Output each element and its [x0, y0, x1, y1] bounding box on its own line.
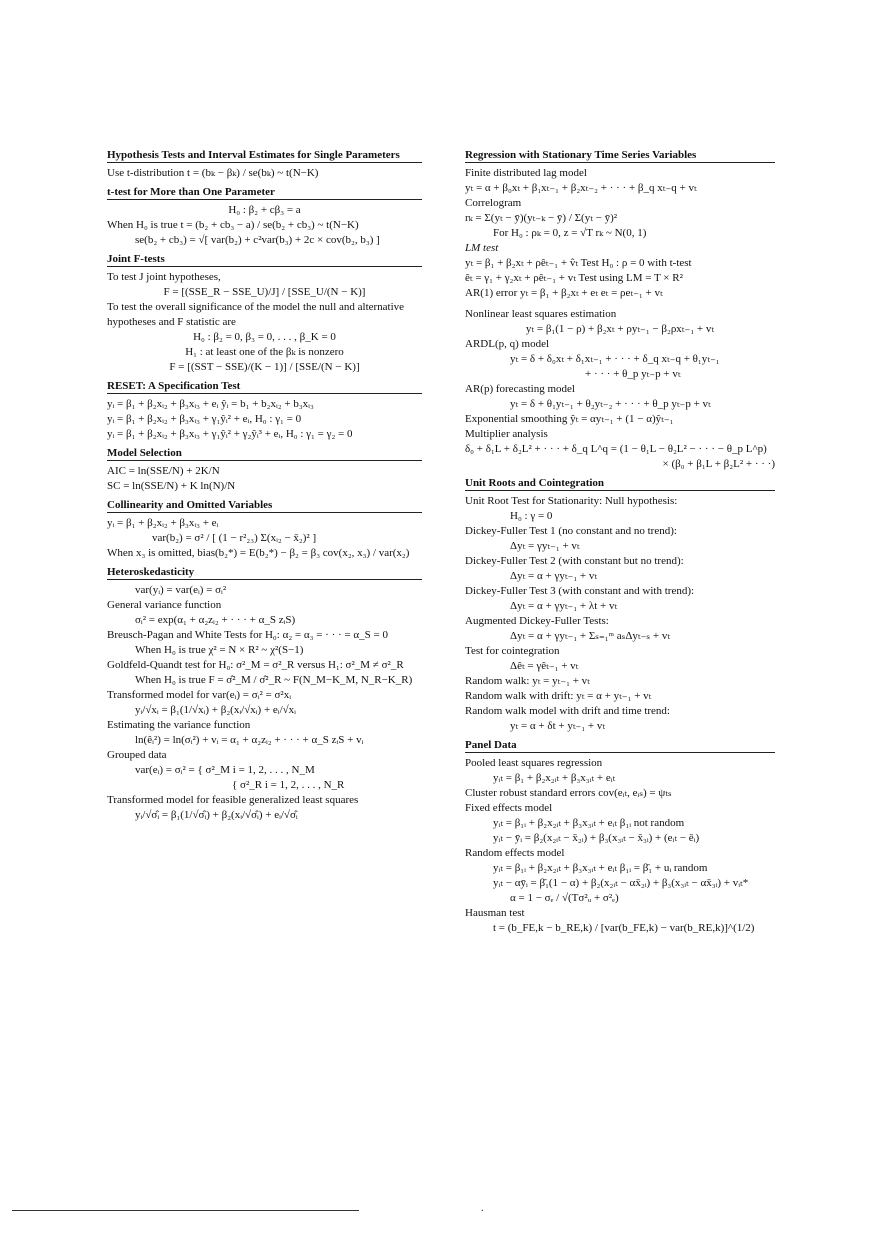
formula-line: To test the overall significance of the model the null and alternative [107, 301, 405, 313]
formula-line: Dickey-Fuller Test 3 (with constant and with trend): [465, 585, 695, 597]
formula-line: Dickey-Fuller Test 1 (no constant and no trend): [465, 525, 677, 537]
formula-line: Random walk with drift: yₜ = α + yₜ₋₁ + vₜ [465, 690, 652, 702]
formula-line: Finite distributed lag model [465, 167, 587, 179]
section-heading-regression-with-stationary-time-series-v: Regression with Stationary Time Series Variables [465, 149, 775, 163]
formula-line: yᵢₜ − ȳᵢ = β₂(x₂ᵢₜ − x̄₂ᵢ) + β₃(x₃ᵢₜ − x̄₃ᵢ) + (eᵢₜ − ēᵢ) [493, 832, 700, 844]
formula-line: Dickey-Fuller Test 2 (with constant but no trend): [465, 555, 684, 567]
formula-line: yₜ = β₁(1 − ρ) + β₂xₜ + ρyₜ₋₁ − β₂ρxₜ₋₁ + vₜ [525, 323, 715, 335]
footer-dot: . [481, 1203, 484, 1214]
formula-line: δ₀ + δ₁L + δ₂L² + · · · + δ_q L^q = (1 − θ₁L − θ₂L² − · · · − θ_p L^p) [465, 443, 767, 455]
formula-line: AR(p) forecasting model [465, 383, 575, 395]
formula-line: yᵢₜ = β₁ + β₂x₂ᵢₜ + β₃x₃ᵢₜ + eᵢₜ [493, 772, 616, 784]
formula-line: Random walk: yₜ = yₜ₋₁ + vₜ [465, 675, 590, 687]
section-heading-hypothesis-tests-and-interval-estimates-: Hypothesis Tests and Interval Estimates for Single Parameters [107, 149, 422, 163]
formula-line: se(b₂ + cb₃) = √[ var(b₂) + c²var(b₃) + 2c × cov(b₂, b₃) ] [135, 234, 380, 246]
formula-line: σᵢ² = exp(α₁ + α₂zᵢ₂ + · · · + α_S zᵢS) [135, 614, 296, 626]
formula-line: Cluster robust standard errors cov(eᵢₜ, eᵢₛ) = ψₜₛ [465, 787, 672, 799]
section-heading-heteroskedasticity: Heteroskedasticity [107, 566, 422, 580]
formula-line: var(yᵢ) = var(eᵢ) = σᵢ² [135, 584, 227, 596]
left-column [107, 143, 422, 823]
formula-line: AIC = ln(SSE/N) + 2K/N [107, 465, 220, 477]
formula-line: Correlogram [465, 197, 522, 209]
formula-line: Exponential smoothing ŷₜ = αyₜ₋₁ + (1 − α)ŷₜ₋₁ [465, 413, 674, 425]
formula-line: Pooled least squares regression [465, 757, 603, 769]
formula-line: ARDL(p, q) model [465, 338, 550, 350]
formula-line: Breusch-Pagan and White Tests for H₀: α₂ = α₃ = · · · = α_S = 0 [107, 629, 388, 641]
formula-line: yₜ = δ + δ₀xₜ + δ₁xₜ₋₁ + · · · + δ_q xₜ₋q + θ₁yₜ₋₁ [510, 353, 720, 365]
formula-line: Test for cointegration [465, 645, 560, 657]
formula-line: { σ²_R i = 1, 2, . . . , N_R [232, 779, 345, 791]
formula-line: Augmented Dickey-Fuller Tests: [465, 615, 609, 627]
section-heading-model-selection: Model Selection [107, 447, 422, 461]
formula-line: Random walk model with drift and time trend: [465, 705, 670, 717]
formula-line: Δyₜ = α + γyₜ₋₁ + Σₛ₌₁ᵐ aₛΔyₜ₋ₛ + vₜ [510, 630, 671, 642]
formula-line: When H₀ is true χ² = N × R² ~ χ²(S−1) [135, 644, 304, 656]
section-heading-joint-f-tests: Joint F-tests [107, 253, 422, 267]
formula-line: SC = ln(SSE/N) + K ln(N)/N [107, 480, 236, 492]
formula-line: êₜ = γ₁ + γ₂xₜ + ρêₜ₋₁ + vₜ Test using LM = T × R² [465, 272, 683, 284]
formula-line: + · · · + θ_p yₜ₋p + vₜ [585, 368, 681, 380]
formula-line: hypotheses and F statistic are [107, 316, 236, 328]
formula-line: Δyₜ = α + γyₜ₋₁ + λt + vₜ [510, 600, 618, 612]
formula-line: yᵢ = β₁ + β₂xᵢ₂ + β₃xᵢ₃ + eᵢ [107, 517, 219, 529]
formula-line: Unit Root Test for Stationarity: Null hypothesis: [465, 495, 678, 507]
formula-line: When H₀ is true t = (b₂ + cb₃ − a) / se(b₂ + cb₃) ~ t(N−K) [107, 219, 359, 231]
formula-line: Estimating the variance function [107, 719, 251, 731]
formula-line: Nonlinear least squares estimation [465, 308, 617, 320]
formula-line: yᵢ = β₁ + β₂xᵢ₂ + β₃xᵢ₃ + γ₁ŷᵢ² + eᵢ, H₀ : γ₁ = 0 [107, 413, 302, 425]
right-column [465, 143, 775, 936]
formula-line: yᵢₜ = β₁ᵢ + β₂x₂ᵢₜ + β₃x₃ᵢₜ + eᵢₜ β₁ᵢ = β̄₁ + uᵢ random [493, 862, 708, 874]
formula-line: Multiplier analysis [465, 428, 548, 440]
formula-line: yₜ = α + δt + yₜ₋₁ + vₜ [510, 720, 606, 732]
formula-line: When x₃ is omitted, bias(b₂*) = E(b₂*) − β₂ = β₃ cov(x₂, x₃) / var(x₂) [107, 547, 410, 559]
section-heading-collinearity-and-omitted-variables: Collinearity and Omitted Variables [107, 499, 422, 513]
formula-line: yₜ = δ + θ₁yₜ₋₁ + θ₂yₜ₋₂ + · · · + θ_p yₜ₋p + vₜ [510, 398, 711, 410]
formula-line: × (β₀ + β₁L + β₂L² + · · ·) [662, 458, 775, 470]
formula-line: var(eᵢ) = σᵢ² = { σ²_M i = 1, 2, . . . , N_M [135, 764, 315, 776]
formula-line: F = [(SSE_R − SSE_U)/J] / [SSE_U/(N − K)] [163, 286, 366, 298]
formula-line: LM test [465, 242, 499, 254]
formula-line: Δyₜ = γyₜ₋₁ + vₜ [510, 540, 580, 552]
formula-line: yᵢ/√xᵢ = β₁(1/√xᵢ) + β₂(xᵢ/√xᵢ) + eᵢ/√xᵢ [135, 704, 296, 716]
formula-line: Δêₜ = γêₜ₋₁ + vₜ [510, 660, 579, 672]
formula-line: yᵢₜ = β₁ᵢ + β₂x₂ᵢₜ + β₃x₃ᵢₜ + eᵢₜ β₁ᵢ not random [493, 817, 685, 829]
section-heading-unit-roots-and-cointegration: Unit Roots and Cointegration [465, 477, 775, 491]
formula-line: yᵢ/√σ̂ᵢ = β₁(1/√σ̂ᵢ) + β₂(xᵢ/√σ̂ᵢ) + eᵢ/√σ̂ᵢ [135, 809, 298, 821]
formula-line: Transformed model for var(eᵢ) = σᵢ² = σ²xᵢ [107, 689, 292, 701]
formula-line: α = 1 − σₑ / √(Tσ²ᵤ + σ²ₑ) [510, 892, 619, 904]
formula-line: Grouped data [107, 749, 167, 761]
formula-line: Fixed effects model [465, 802, 553, 814]
formula-line: H₀ : β₂ + cβ₃ = a [228, 204, 301, 216]
formula-line: Hausman test [465, 907, 525, 919]
section-heading-reset-a-specification-test: RESET: A Specification Test [107, 380, 422, 394]
formula-line: yₜ = β₁ + β₂xₜ + ρêₜ₋₁ + v̂ₜ Test H₀ : ρ = 0 with t-test [465, 257, 692, 269]
formula-line: yᵢ = β₁ + β₂xᵢ₂ + β₃xᵢ₃ + γ₁ŷᵢ² + γ₂ŷᵢ³ + eᵢ, H₀ : γ₁ = γ₂ = 0 [107, 428, 353, 440]
formula-line: Goldfeld-Quandt test for H₀: σ²_M = σ²_R versus H₁: σ²_M ≠ σ²_R [107, 659, 404, 671]
section-heading-panel-data: Panel Data [465, 739, 775, 753]
formula-line: rₖ = Σ(yₜ − ȳ)(yₜ₋ₖ − ȳ) / Σ(yₜ − ȳ)² [465, 212, 618, 224]
formula-line: yᵢₜ − αȳᵢ = β̄₁(1 − α) + β₂(x₂ᵢₜ − αx̄₂ᵢ) + β₃(x₃ᵢₜ − αx̄₃ᵢ) + vᵢₜ* [493, 877, 749, 889]
formula-line: AR(1) error yₜ = β₁ + β₂xₜ + eₜ eₜ = ρeₜ₋₁ + vₜ [465, 287, 663, 299]
section-heading-t-test-for-more-than-one-parameter: t-test for More than One Parameter [107, 186, 422, 200]
formula-line: t = (b_FE,k − b_RE,k) / [var(b_FE,k) − var(b_RE,k)]^(1/2) [493, 922, 755, 934]
formula-line: H₁ : at least one of the βₖ is nonzero [185, 346, 344, 358]
formula-line: General variance function [107, 599, 222, 611]
formula-line: Random effects model [465, 847, 565, 859]
formula-line: yᵢ = β₁ + β₂xᵢ₂ + β₃xᵢ₃ + eᵢ ŷᵢ = b₁ + b₂xᵢ₂ + b₃xᵢ₃ [107, 398, 314, 410]
formula-line: F = [(SST − SSE)/(K − 1)] / [SSE/(N − K)] [169, 361, 360, 373]
formula-line: Use t-distribution t = (bₖ − βₖ) / se(bₖ) ~ t(N−K) [107, 167, 319, 179]
formula-line: var(b₂) = σ² / [ (1 − r²₂₃) Σ(xᵢ₂ − x̄₂)² ] [152, 532, 317, 544]
formula-line: To test J joint hypotheses, [107, 271, 221, 283]
formula-line: Δyₜ = α + γyₜ₋₁ + vₜ [510, 570, 598, 582]
formula-line: For H₀ : ρₖ = 0, z = √T rₖ ~ N(0, 1) [493, 227, 647, 239]
footnote-rule [12, 1210, 359, 1211]
spacer [465, 301, 775, 306]
formula-line: yₜ = α + β₀xₜ + β₁xₜ₋₁ + β₂xₜ₋₂ + · · · + β_q xₜ₋q + vₜ [465, 182, 697, 194]
formula-line: H₀ : γ = 0 [510, 510, 553, 522]
formula-line: H₀ : β₂ = 0, β₃ = 0, . . . , β_K = 0 [193, 331, 336, 343]
formula-line: ln(êᵢ²) = ln(σᵢ²) + vᵢ = α₁ + α₂zᵢ₂ + · · · + α_S zᵢS + vᵢ [135, 734, 364, 746]
formula-line: When H₀ is true F = σ̂²_M / σ̂²_R ~ F(N_M−K_M, N_R−K_R) [135, 674, 413, 686]
formula-line: Transformed model for feasible generalized least squares [107, 794, 359, 806]
